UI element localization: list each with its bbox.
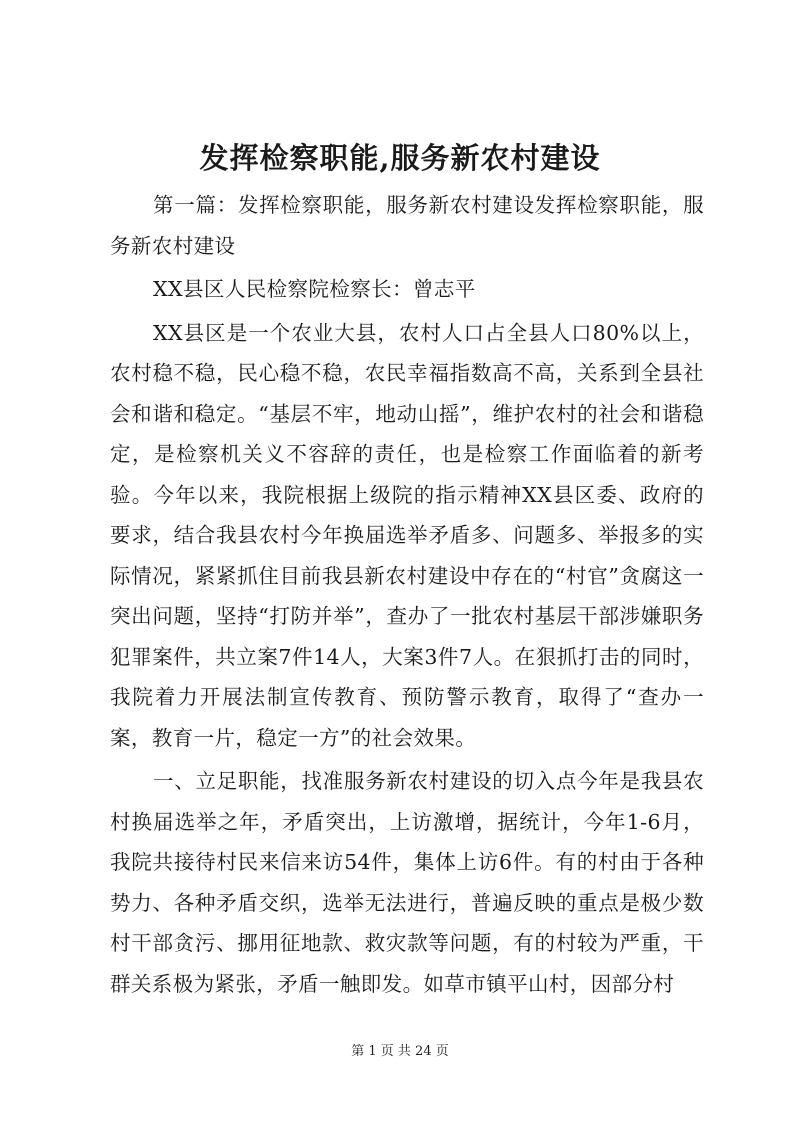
page-number: 第 1 页 共 24 页	[351, 1044, 449, 1059]
page-footer	[0, 1040, 800, 1059]
paragraph-intro: XX县区是一个农业大县，农村人口占全县人口80%以上，农村稳不稳，民心稳不稳，农民幸福指数高不高，关系到全县社会和谐和稳定。“基层不牢，地动山摇”，维护农村的社会和谐稳定，是检察机关义不容辞的责任，也是检察工作面临着的新考验。今年以来，我院根据上级院的指示精神XX县区委、政府的要求，结合我县农村今年换届选举矛盾多、问题多、举报多的实际情况，紧紧抓住目前我县新农村建设中存在的“村官”贪腐这一突出问题，坚持“打防并举”，查办了一批农村基层干部涉嫌职务犯罪案件，共立案7件14人，大案3件7人。在狠抓打击的同时，我院着力开展法制宣传教育、预防警示教育，取得了“查办一案，教育一片，稳定一方”的社会效果。	[110, 320, 704, 750]
paragraph-author: XX县区人民检察院检察长：曾志平	[153, 277, 476, 301]
document-body	[110, 185, 704, 1007]
paragraph-heading: 第一篇：发挥检察职能，服务新农村建设发挥检察职能，服务新农村建设	[110, 193, 704, 258]
document-title: 发挥检察职能,服务新农村建设	[199, 141, 601, 175]
paragraph-section-one: 一、立足职能，找准服务新农村建设的切入点今年是我县农村换届选举之年，矛盾突出，上访激增，据统计，今年1-6月，我院共接待村民来信来访54件，集体上访6件。有的村由于各种势力、各种矛盾交织，选举无法进行，普遍反映的重点是极少数村干部贪污、挪用征地款、救灾款等问题，有的村较为严重，干群关系极为紧张，矛盾一触即发。如草市镇平山村，因部分村	[110, 769, 704, 996]
